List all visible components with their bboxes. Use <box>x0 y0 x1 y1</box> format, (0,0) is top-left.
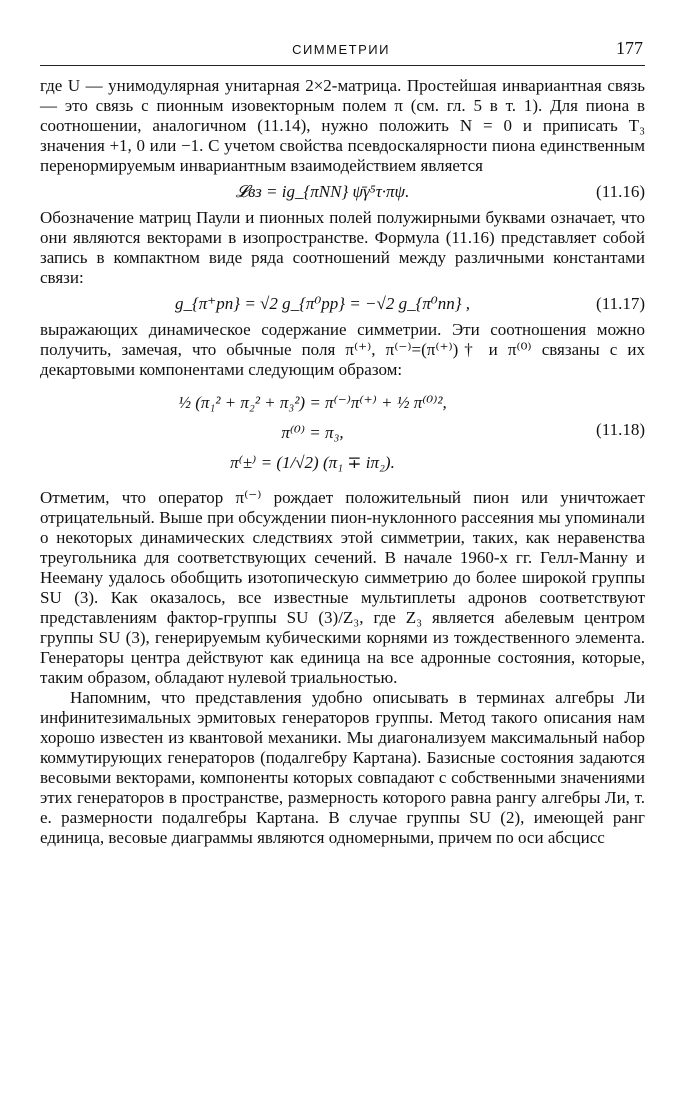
equation-11-17-formula: g_{π⁺pn} = √2 g_{π⁰pp} = −√2 g_{π⁰nn} , <box>174 294 471 313</box>
equation-11-16-formula: 𝓛вз = ig_{πNN} ψ̄γ⁵τ·πψ. <box>235 182 410 201</box>
equation-11-18-line-1: ½ (π₁² + π₂² + π₃²) = π⁽⁻⁾π⁽⁺⁾ + ½ π⁽⁰⁾², <box>178 393 447 412</box>
paragraph-2: Обозначение матриц Паули и пионных полей полужирными буквами означает, что они являются векторами в изопространстве. Формула (11.16) представляет собой запись в компактном виде ряда соотношений между различными константами связи: <box>40 208 645 287</box>
paragraph-3: выражающих динамическое содержание симметрии. Эти соотношения можно получить, замечая, что обычные поля π⁽⁺⁾, π⁽⁻⁾=(π⁽⁺⁾)† и π⁽⁰⁾ связаны с их декартовыми компонентами следующим образом: <box>40 320 645 379</box>
equation-11-18-line-2: π⁽⁰⁾ = π₃, <box>281 423 344 442</box>
book-page <box>40 38 645 848</box>
equation-11-17 <box>40 294 645 314</box>
equation-11-16-number: (11.16) <box>596 182 645 201</box>
paragraph-5: Напомним, что представления удобно описывать в терминах алгебры Ли инфинитезимальных эрмитовых генераторов группы. Метод такого описания нам хорошо известен из квантовой механики. Мы диагонализуем максимальный набор коммутирующих генераторов (подалгебру Картана). Базисные состояния задаются весовыми векторами, компоненты которых совпадают с собственными значениями этих генераторов в пространстве, размерность которого равна рангу алгебры Ли, т. е. размерности подалгебры Картана. В случае группы SU (2), имеющей ранг единица, весовые диаграммы являются одномерными, причем по оси абсцисс <box>40 688 645 847</box>
body-text <box>40 76 645 848</box>
equation-11-17-number: (11.17) <box>596 294 645 313</box>
paragraph-4: Отметим, что оператор π⁽⁻⁾ рождает положительный пион или уничтожает отрицательный. Выше при обсуждении пион-нуклонного рассеяния мы упоминали о некоторых динамических следствиях этой симметрии, таких, как неравенства треугольника для соответствующих сечений. В начале 1960-х гг. Гелл-Манну и Нееману удалось обобщить изотопическую симметрию до более широкой группы SU (3). Как оказалось, все известные мультиплеты адронов соответствуют представлениям фактор-группы SU (3)/Z₃, где Z₃ является абелевым центром группы SU (3), генерируемым кубическими корнями из тождественного элемента. Генераторы центра действуют как единица на все адронные состояния, которые, таким образом, обладают нулевой триальностью. <box>40 488 645 687</box>
equation-11-18 <box>40 388 645 478</box>
running-title: СИММЕТРИИ <box>292 42 390 57</box>
page-number: 177 <box>616 38 643 58</box>
page-header <box>40 38 645 66</box>
paragraph-1: где U — унимодулярная унитарная 2×2-матрица. Простейшая инвариантная связь — это связь с пионным изовекторным полем π (см. гл. 5 в т. 1). Для пиона в соотношении, аналогичном (11.14), нужно положить N = 0 и приписать T₃ значения +1, 0 или −1. С учетом свойства псевдоскалярности пиона единственным перенормируемым инвариантным взаимодействием является <box>40 76 645 175</box>
equation-11-16 <box>40 182 645 202</box>
equation-11-18-line-3: π⁽±⁾ = (1/√2) (π₁ ∓ iπ₂). <box>230 453 395 472</box>
equation-11-18-number: (11.18) <box>596 420 645 439</box>
